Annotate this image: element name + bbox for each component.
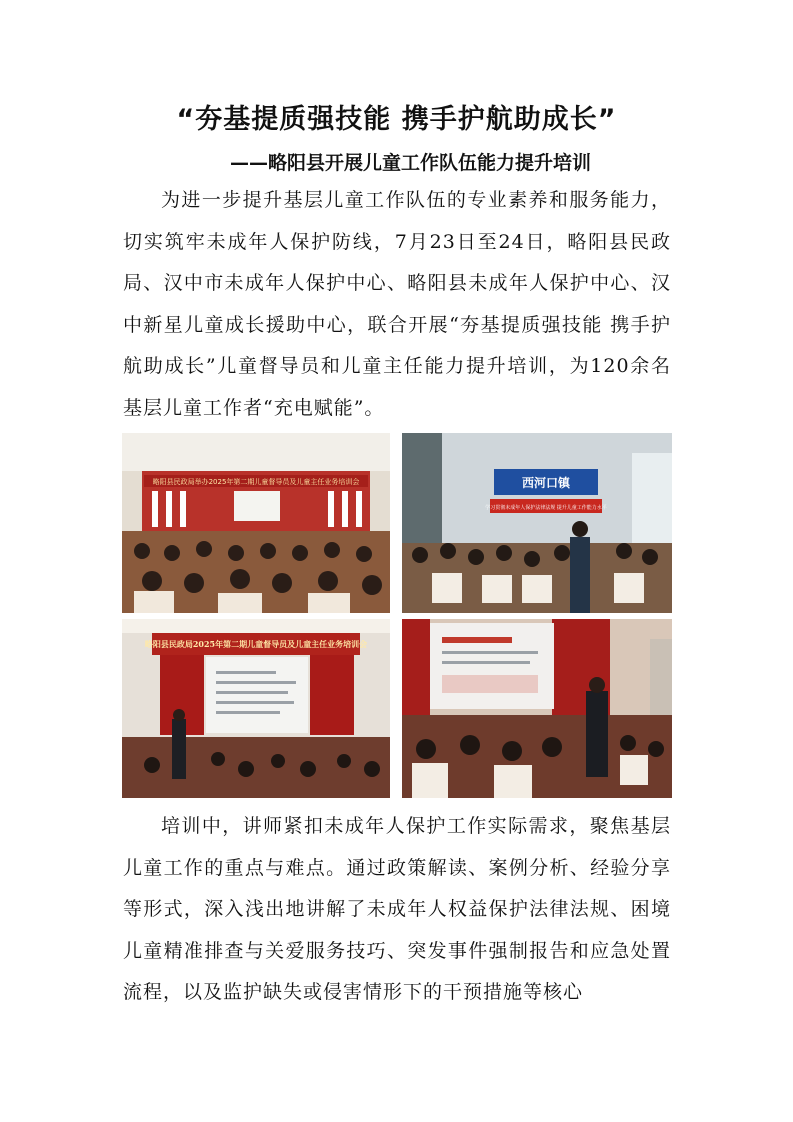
training-photo-3 [122, 619, 390, 798]
photo-2-banner-text: 学习贯彻未成年人保护法律法规 提升儿童工作能力水平 [485, 505, 607, 511]
photo-grid [122, 433, 672, 798]
training-photo-2 [402, 433, 672, 613]
training-photo-1 [122, 433, 390, 613]
document-subtitle: ——略阳县开展儿童工作队伍能力提升培训 [230, 152, 592, 174]
photo-2-sign-text: 西河口镇 [521, 476, 571, 490]
training-photo-4 [402, 619, 672, 798]
paragraph-intro: 为进一步提升基层儿童工作队伍的专业素养和服务能力，切实筑牢未成年人保护防线，7月23日至24日，略阳县民政局、汉中市未成年人保护中心、略阳县未成年人保护中心、汉中新星儿童成长援助中心，联合开展“夯基提质强技能 携手护航助成长”儿童督导员和儿童主任能力提升培训，为120余名基层儿童工作者“充电赋能”。 [123, 189, 671, 419]
photo-1-banner-text: 略阳县民政局举办2025年第二期儿童督导员及儿童主任业务培训会 [152, 478, 360, 486]
paragraph-content: 培训中，讲师紧扣未成年人保护工作实际需求，聚焦基层儿童工作的重点与难点。通过政策解读、案例分析、经验分享等形式，深入浅出地讲解了未成年人权益保护法律法规、困境儿童精准排查与关爱服务技巧、突发事件强制报告和应急处置流程，以及监护缺失或侵害情形下的干预措施等核心 [123, 815, 671, 1003]
photo-3-banner-text: 略阳县民政局2025年第二期儿童督导员及儿童主任业务培训会 [144, 639, 368, 649]
document-title: “夯基提质强技能 携手护航助成长” [176, 104, 617, 135]
